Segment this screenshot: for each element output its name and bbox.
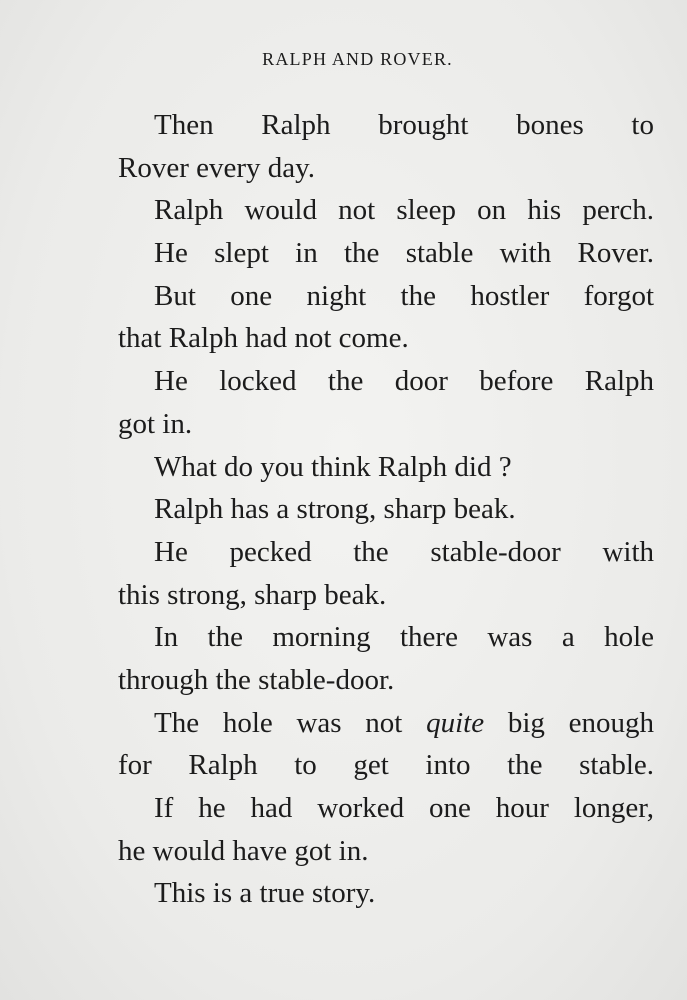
text-line: Ralph has a strong, sharp beak. (154, 493, 516, 526)
story-text (118, 104, 654, 915)
text-segment: big enough (507, 706, 655, 739)
italic-word: quite (426, 706, 485, 739)
text-line: got in. (118, 407, 193, 440)
text-line: Rover every day. (118, 151, 316, 184)
text-line: that Ralph had not come. (118, 322, 409, 355)
text-line: In the morning there was a hole (154, 621, 654, 654)
text-line: through the stable-door. (118, 663, 395, 696)
running-head: RALPH AND ROVER. (262, 49, 453, 69)
text-line: Then Ralph brought bones to (154, 109, 654, 141)
text-line: He locked the door before Ralph (154, 365, 654, 398)
text-segment: The hole was not (154, 706, 403, 739)
text-line: Ralph would not sleep on his perch. (154, 194, 654, 227)
text-line: he would have got in. (118, 834, 369, 867)
text-line: for Ralph to get into the stable. (118, 749, 654, 782)
text-line: He slept in the stable with Rover. (154, 237, 654, 270)
text-line (118, 702, 654, 745)
text-line: But one night the hostler forgot (154, 279, 654, 312)
text-line: What do you think Ralph did ? (154, 450, 512, 483)
text-line: He pecked the stable-door with (154, 535, 654, 568)
text-line: This is a true story. (154, 877, 376, 910)
text-line: this strong, sharp beak. (118, 578, 387, 611)
text-line: If he had worked one hour longer, (154, 792, 654, 824)
